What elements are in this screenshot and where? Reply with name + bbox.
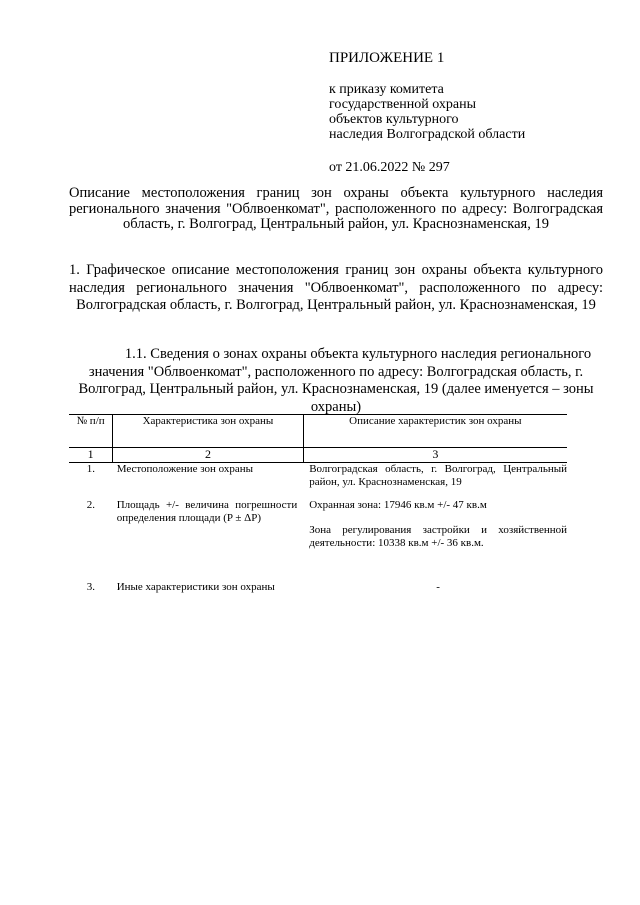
column-number: 2 [113, 448, 304, 463]
appendix-line: объектов культурного [329, 112, 459, 127]
row-description: - [436, 581, 440, 593]
appendix-line: к приказу комитета [329, 82, 444, 97]
section-1-1-heading [69, 346, 603, 416]
column-number: 1 [69, 448, 113, 463]
row-characteristic [113, 499, 304, 581]
table-column-numbers-row [69, 448, 567, 463]
appendix-line: наследия Волгоградской области [329, 127, 526, 142]
appendix-line: государственной охраны [329, 97, 477, 112]
table-row [69, 463, 567, 500]
appendix-block [329, 50, 589, 176]
table-row [69, 581, 567, 621]
row-description: Волгоградская область, г. Волгоград, Центральный район, ул. Краснознаменская, 19 [309, 463, 567, 488]
row-description [303, 499, 567, 581]
header-characteristic: Характеристика зон охраны [113, 415, 304, 448]
zones-table [69, 414, 567, 621]
regulation-zone-area: Зона регулирования застройки и хозяйственной деятельности: 10338 кв.м +/- 36 кв.м. [309, 524, 567, 549]
row-characteristic: Местоположение зон охраны [116, 463, 254, 475]
row-number: 3. [86, 581, 95, 593]
header-description: Описание характеристик зон охраны [303, 415, 567, 448]
column-number: 3 [303, 448, 567, 463]
row-characteristic: Иные характеристики зон охраны [116, 581, 275, 593]
section-1-1-text: 1.1. Сведения о зонах охраны объекта культурного наследия регионального значения "Облвоенкомат", расположенного по адресу: Волгоградская область, г. Волгоград, Центральный район, ул. Краснознаменская, 19 (далее именуется – зоны охраны) [78, 346, 594, 415]
row-number: 1. [86, 463, 95, 475]
appendix-title: ПРИЛОЖЕНИЕ 1 [329, 50, 445, 66]
protection-zone-area: Охранная зона: 17946 кв.м +/- 47 кв.м [309, 499, 487, 511]
table-header-row [69, 415, 567, 448]
table-row [69, 499, 567, 581]
section-1-heading: 1. Графическое описание местоположения границ зон охраны объекта культурного наследия регионального значения "Облвоенкомат", расположенного по адресу: Волгоградская область, г. Волгоград, Центральный район, ул. Краснознаменская, 19 [69, 262, 603, 313]
area-formula: (P ± ΔP) [223, 512, 261, 524]
row-number: 2. [86, 499, 95, 511]
order-date: от 21.06.2022 № 297 [329, 160, 450, 175]
row-characteristic-text: Площадь +/- величина погрешности определения площади [116, 499, 298, 524]
document-title: Описание местоположения границ зон охраны объекта культурного наследия регионального значения "Облвоенкомат", расположенного по адресу: Волгоградская область, г. Волгоград, Центральный район, ул. Краснознаменская, 19 [69, 185, 603, 232]
header-number: № п/п [69, 415, 113, 448]
